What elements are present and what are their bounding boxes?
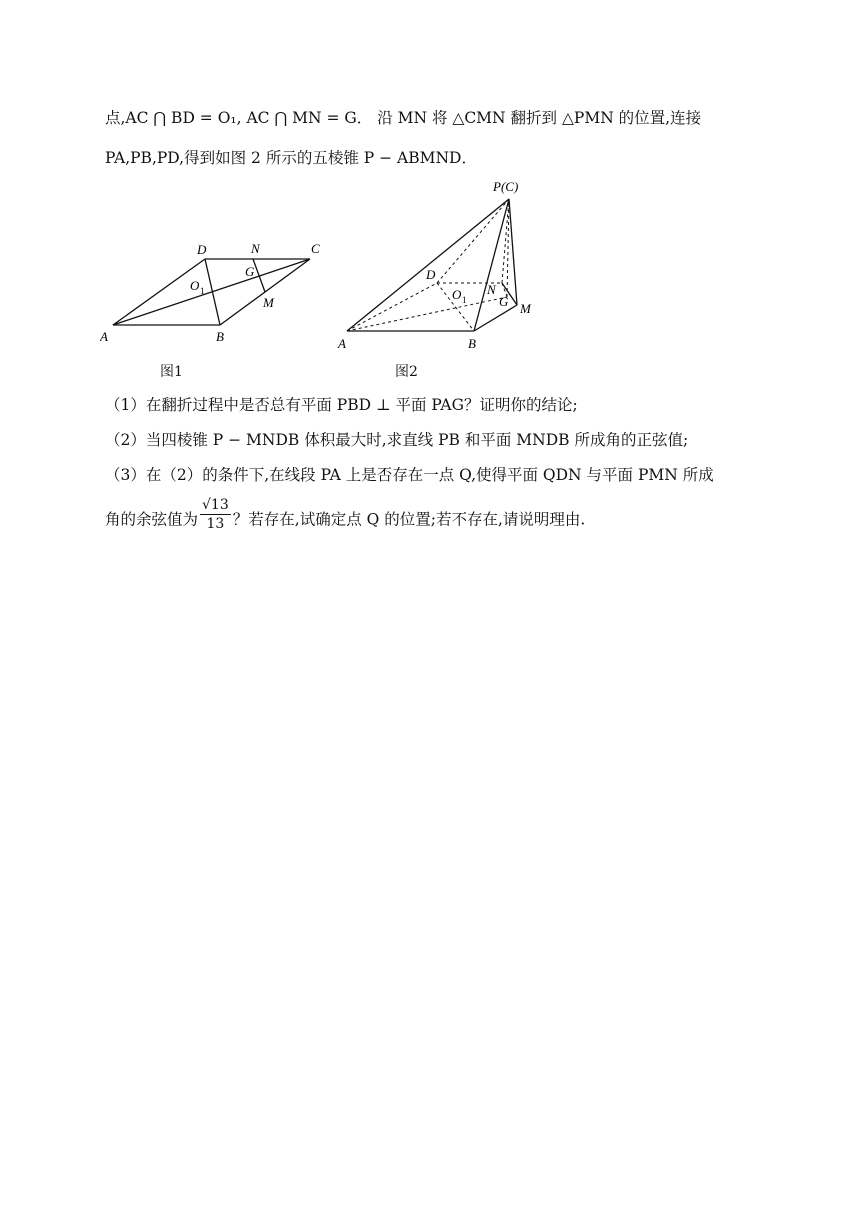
fig2-label-a: A xyxy=(338,336,346,351)
fig1-label-a: A xyxy=(100,329,108,344)
question-3-line-1: （3）在（2）的条件下,在线段 PA 上是否存在一点 Q,使得平面 QDN 与平面 PMN 所成 xyxy=(105,466,714,484)
fraction-sqrt13-over-13 xyxy=(200,496,231,533)
fig2-label-b: B xyxy=(468,336,476,351)
fig2-label-o: O xyxy=(452,287,462,302)
fraction-denominator: 13 xyxy=(206,516,225,532)
fig1-label-g: G xyxy=(245,264,255,279)
fig2-label-m: M xyxy=(520,301,531,316)
fig1-label-n: N xyxy=(251,241,260,256)
fig2-label-g: G xyxy=(499,294,509,309)
fig2-label-d: D xyxy=(426,267,436,282)
intro-line-2: PA,PB,PD,得到如图 2 所示的五棱锥 P − ABMND． xyxy=(105,149,477,167)
fig1-label-m: M xyxy=(263,295,274,310)
figure-2-caption: 图2 xyxy=(395,364,418,380)
figure-1-rhombus xyxy=(100,235,335,350)
fraction-numerator: √13 xyxy=(202,497,229,513)
fig1-label-b: B xyxy=(216,329,224,344)
figure-1-caption: 图1 xyxy=(160,364,183,380)
figure-2-pyramid xyxy=(332,172,552,352)
question-2: （2）当四棱锥 P − MNDB 体积最大时,求直线 PB 和平面 MNDB 所成角的正弦值; xyxy=(105,431,689,449)
fig1-label-o: O xyxy=(190,278,200,293)
intro-line-1: 点,AC ⋂ BD = O₁, AC ⋂ MN = G． 沿 MN 将 △CMN 翻折到 △PMN 的位置,连接 xyxy=(105,109,702,127)
fig1-label-o-sub: 1 xyxy=(200,286,205,296)
fig2-label-o-sub: 1 xyxy=(462,295,467,305)
question-1: （1）在翻折过程中是否总有平面 PBD ⊥ 平面 PAG？证明你的结论; xyxy=(105,396,578,414)
fig2-label-n: N xyxy=(487,282,496,297)
q3-prefix: 角的余弦值为 xyxy=(105,510,199,529)
fig1-label-c: C xyxy=(311,241,320,256)
fig2-label-p: P(C) xyxy=(493,179,519,194)
q3-suffix: ？若存在,试确定点 Q 的位置;若不存在,请说明理由. xyxy=(232,510,586,529)
fig1-label-d: D xyxy=(197,242,207,257)
question-3-line-2 xyxy=(105,497,586,539)
